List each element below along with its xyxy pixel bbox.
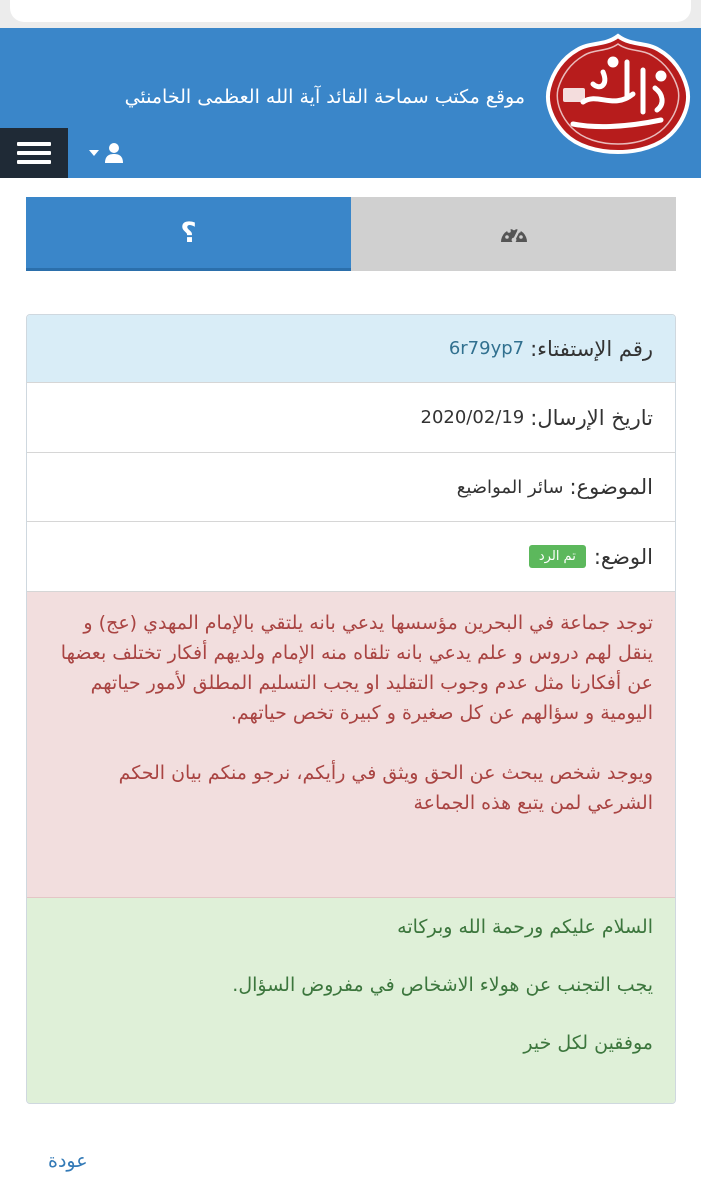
tab-dashboard[interactable] [351,197,676,271]
answer-body: يجب التجنب عن هولاء الاشخاص في مفروض السؤال. [232,974,653,996]
status-row [27,522,675,592]
user-menu-button[interactable] [80,140,124,166]
hamburger-line [17,160,51,164]
send-date-row [27,383,675,453]
answer-panel [27,898,675,1104]
question-paragraph: ويوجد شخص يبحث عن الحق ويثق في رأيكم، نرجو منكم بيان الحكم الشرعي لمن يتبع هذه الجماعة [118,762,653,814]
answer-closing: موفقين لكل خير [523,1032,653,1054]
logo-seal[interactable] [543,32,693,156]
inquiry-id-label: رقم الإستفتاء: [530,336,653,361]
inquiry-id-value: 6r79yp7 [448,338,525,359]
browser-address-bar[interactable] [10,0,691,22]
status-label: الوضع: [593,544,653,569]
tab-question[interactable] [26,197,351,271]
inquiry-id-row [27,315,675,383]
question-icon: ؟ [180,216,197,249]
tab-bar [26,197,676,271]
inquiry-card [26,314,676,1104]
back-link[interactable]: عودة [48,1150,88,1172]
send-date-label: تاريخ الإرسال: [530,405,653,430]
subject-row [27,453,675,522]
subject-label: الموضوع: [569,475,653,499]
site-header [0,28,701,178]
dashboard-icon [499,222,529,246]
browser-top-strip [0,0,701,28]
question-paragraph: توجد جماعة في البحرين مؤسسها يدعي بانه يلتقي بالإمام المهدي (عج) و ينقل لهم دروس و علم يدعي بانه تلقاه منه الإمام ولديهم أفكار تختلف بعضها عن أفكارنا مثل عدم وجوب التقليد او يجب التسليم المطلق لأمور حياتهم اليومية و سؤالهم عن كل صغيرة و كبيرة تخص حياتهم. [60,612,653,724]
answer-greeting: السلام عليكم ورحمة الله وبركاته [397,916,653,938]
send-date-value: 2020/02/19 [420,407,525,428]
user-icon [104,142,124,164]
hamburger-line [17,151,51,155]
question-panel [27,592,675,898]
subject-value: سائر المواضيع [456,476,564,498]
status-badge: تم الرد [529,545,586,568]
hamburger-line [17,142,51,146]
site-title[interactable]: موقع مكتب سماحة القائد آية الله العظمى الخامنئي [124,86,525,108]
caret-down-icon [88,149,100,157]
menu-toggle-button[interactable] [0,128,68,178]
